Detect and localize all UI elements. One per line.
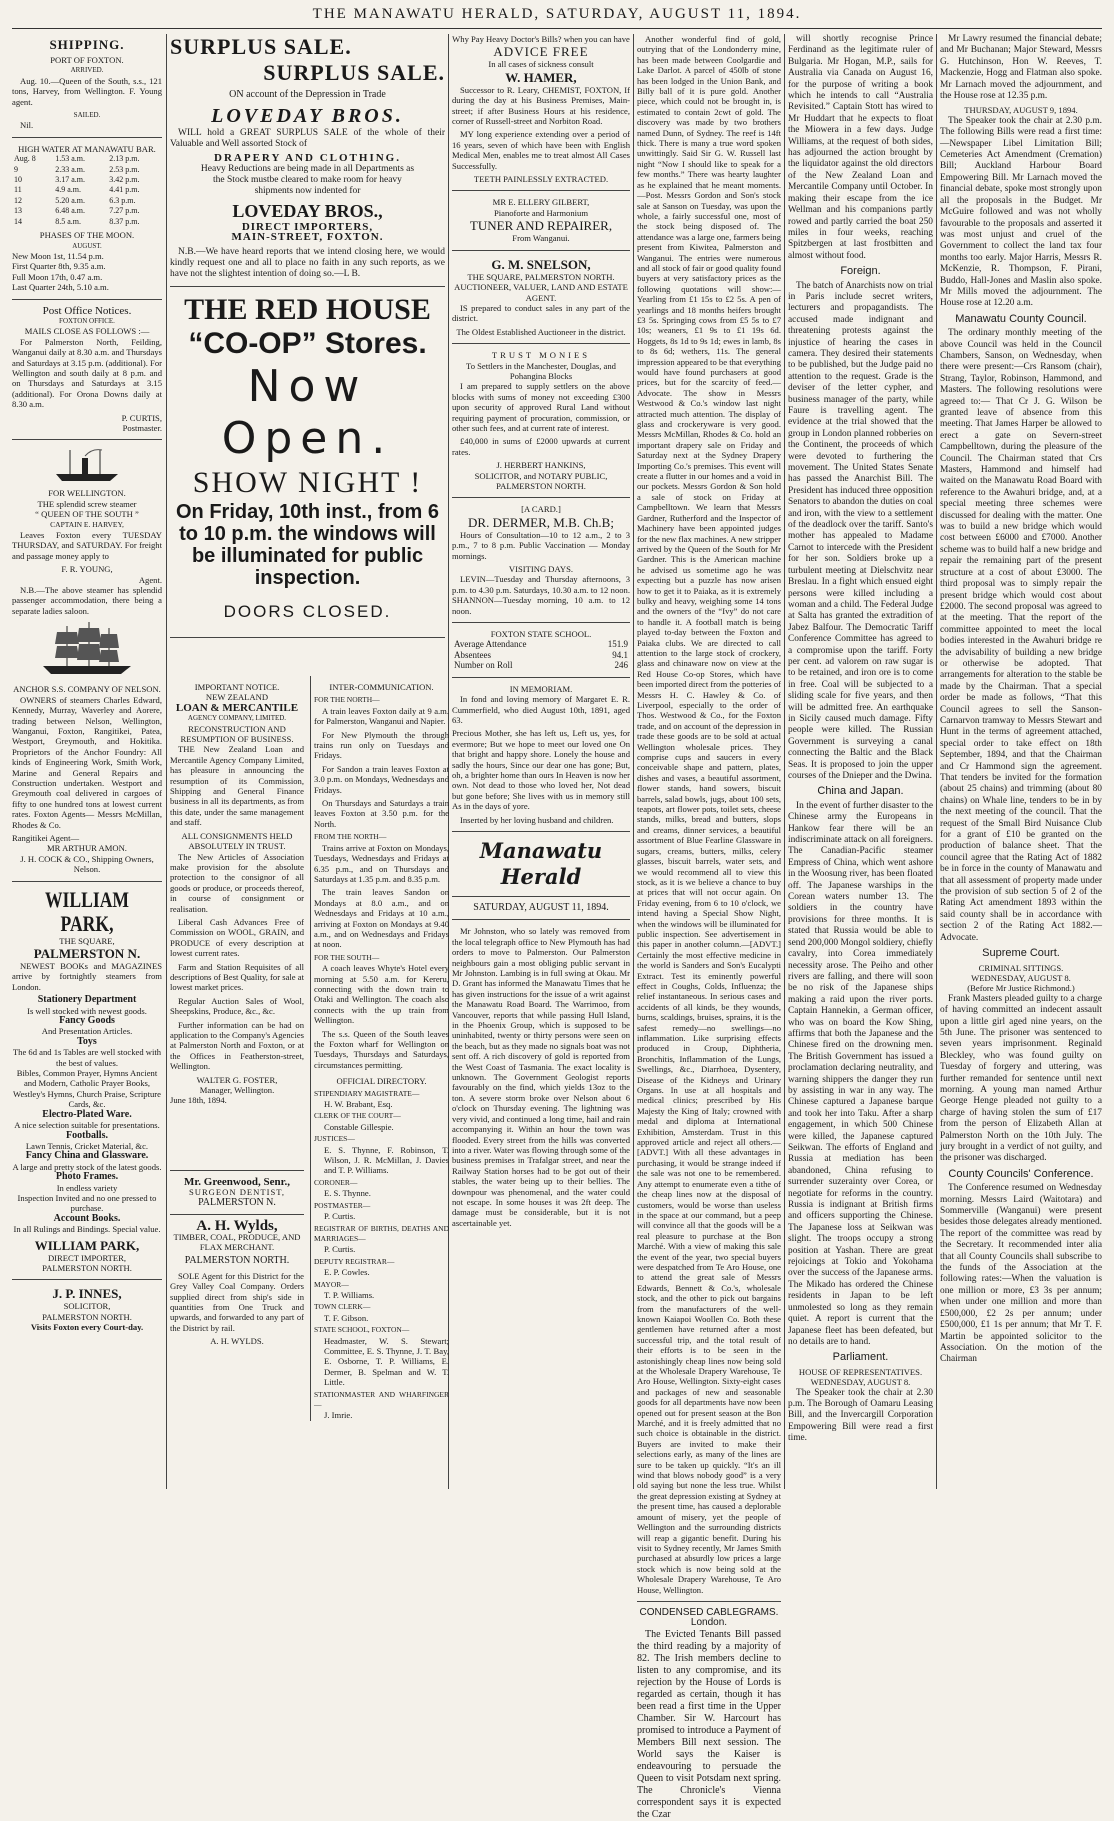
tide-row: [12, 217, 162, 227]
masthead: THE MANAWATU HERALD, SATURDAY, AUGUST 11, 1894.: [312, 6, 802, 22]
official-name: P. Curtis.: [324, 1211, 356, 1222]
tide-cell: 8.5 a.m.: [55, 216, 81, 226]
county-council-text: The ordinary monthly meeting of the above Council was held in the Council Chambers, Sanson, on Wednesday, when there were present:—Crs Ransom (chair), Strang, Taylor, Robinson, Hammond, and Masters. The following resolutions were agreed to:— That Cr J. G. Wilson be granted leave of absence from this meeting. That James Harper be allowed to erect a gate on Severn-street Campbelltown, during the pleasure of the Council. The Chairman stated that Crs Masters, Hammond and himself had waited on the Manawatu Road Board with reference to the Awahuri bridge, and, at a special meeting three schemes were discussed for dealing with the matter. One was to build a new bridge which would cost between £6000 and £7000. Another scheme was to build half a new bridge and repair the remaining part of the present structure at a cost of about £3000. The third proposal was to simply repair the present bridge which would cost about £2000. The second proposal was agreed to at the meeting. That the report of the committee appointed to meet the local bodies interested in the Awahuri bridge re the advisability of building a new bridge or otherwise be adopted. That arrangements for alteration to the stable be made by the Chairman. That a special order be made as follows, “That this Council agrees to sell the Sanson-Carnarvon tramway to Messrs Stewart and Hunt in the terms of agreement attached, special order to take effect on 18th September, 1894, and that the Chairman and Cr Hammond sign the agreement. That tenders be invited for the formation (about 25 chains) and trimming (about 80 chains) on Whale line, tenders to be in by the next meeting of the council. That the request of the Small Bird Nuisance Club for a grant of £10 be granted on the production of balance sheet. That the council agree that the Rating Act of 1882 be in force in the county of Manawatu and that all assessment of property made under the provision of sub section 5 of 2 of the Rating Act amendment 1893 within the said county shall be in accordance with section 2 of the Rating Act 1882.—Advocate.: [940, 328, 1102, 943]
house-title: HOUSE OF REPRESENTATIVES.: [798, 1366, 923, 1377]
divider: [12, 1279, 162, 1280]
tide-table: [12, 154, 162, 227]
dentist-ad: [170, 1164, 304, 1347]
hamer-title: W. HAMER,: [505, 69, 577, 85]
inter-item: A train leaves Foxton daily at 9 a.m. for Palmerston, Wanganui and Napier.: [314, 705, 449, 727]
tide-cell: Aug. 8: [14, 154, 36, 164]
farm-text: Farm and Station Requisites of all descriptions of Best Quality, for sale at lowest market prices.: [170, 961, 304, 993]
william-park-item-text: In endless variety: [56, 1182, 118, 1193]
foster-name: WALTER G. FOSTER,: [196, 1074, 278, 1085]
auctioneer-line: AUCTIONEER, VALUER, LAND AND ESTATE AGENT.: [454, 282, 628, 303]
dermer-title: DR. DERMER, M.B. Ch.B;: [468, 514, 614, 530]
arrived-text: Aug. 10.—Queen of the South, s.s., 121 tons, Harvey, from Wellington. F. Young agent.: [12, 75, 162, 107]
divider: [170, 1170, 304, 1171]
memoriam-sign: Inserted by her loving husband and children.: [460, 814, 614, 825]
friday-notice: On Friday, 10th inst., from 6 to 10 p.m. the windows will be illuminated for public inspection.: [175, 500, 439, 589]
inter-list: [314, 695, 449, 1070]
consignments-line: ALL CONSIGNMENTS HELD ABSOLUTELY IN TRUST.: [181, 830, 293, 852]
agency-line: AGENCY COMPANY, LIMITED.: [187, 714, 287, 723]
tide-cell: 4.9 a.m.: [55, 185, 81, 195]
hankins-sub: SOLICITOR, and NOTARY PUBLIC, PALMERSTON NORTH.: [474, 470, 608, 491]
postmaster-name: P. CURTIS,: [121, 412, 162, 423]
official-name: T. P. Williams.: [324, 1289, 375, 1300]
william-park-town: PALMERSTON N.: [33, 946, 141, 961]
william-park-title: WILLIAM PARK,: [44, 886, 130, 936]
visiting-title: VISITING DAYS.: [508, 564, 574, 575]
official-role: DEPUTY REGISTRAR—: [314, 1256, 395, 1266]
inter-item: The train leaves Sandon on Mondays at 8.0 a.m., and on Wednesdays and Fridays at 10 a.m., arriving at Foxton on Mondays at 9.40 a.m., and on Wednesdays and Fridays at noon.: [314, 887, 449, 950]
snelson-title: G. M. SNELSON,: [491, 256, 591, 272]
steamer-icon: [52, 446, 122, 484]
regular-text: Regular Auction Sales of Wool, Sheepskins, Produce, &c., &c.: [170, 995, 304, 1017]
mails-title: MAILS CLOSE AS FOLLOWS :—: [24, 326, 150, 337]
wylds-text: SOLE Agent for this District for the Grey Valley Coal Company. Orders supplied direct from ship's side in quantities from One Truck and upwards, and forwarded to any part of the District by rail.: [170, 1270, 304, 1333]
innes-title: J. P. INNES,: [52, 1286, 122, 1302]
further-text: Further information can be had on application to the Company's Agencies at Palmerston North and Foxton, or at the Offices in Featherston-street, Wellington.: [170, 1019, 304, 1072]
news-text: will shortly recognise Prince Ferdinand as the legitimate ruler of Bulgaria. Mr Hogan, M.P., sails for Australia via Canada on August 16, for the purpose of writing a book which he intends to call “Australia Revisited.” Captain Stott has wired to Mr Huddart that he expects to float the Miowera in a few days. Judge Williams, at the request of both sides, has adjourned the action brought by the liquidator against the old directors of the New Zealand Loan and Mercantile Company until October. In making their escape from the ice Wellman and his companions partly rowed and partly carried the boat 250 miles in four weeks, reaching Spitzbergen at last frostbitten and almost without food.: [788, 34, 933, 261]
inter-communication: [310, 676, 449, 1421]
sailed-text: Nil.: [20, 120, 34, 131]
articles-text: The New Articles of Association make provision for the absolute protection to the consignor of all goods or produce, or proceeds thereof, in course of consignment or realisation.: [170, 851, 304, 914]
william-park-item-heading: Stationery Department: [37, 994, 137, 1006]
wellington-title: FOR WELLINGTON.: [48, 488, 126, 499]
trust-monies-text: I am prepared to supply settlers on the above blocks with sums of money not exceeding £300 upon security of approved Rural Land without requiring payment of procuration, commission, or other such fees, and at current rate of interest.: [452, 381, 630, 433]
wellington-sub: THE splendid screw steamer: [37, 498, 137, 509]
william-park-square: THE SQUARE,: [59, 935, 115, 946]
county-council-title: Manawatu County Council.: [955, 312, 1087, 325]
william-park-item-text: Inspection Invited and no one pressed to purchase.: [17, 1192, 157, 1214]
divider: [452, 622, 630, 623]
red-house-heading: THE RED HOUSE: [184, 292, 431, 326]
nz-line: NEW ZEALAND: [205, 692, 269, 703]
foreign-title: Foreign.: [840, 265, 881, 278]
school-table: [452, 639, 630, 670]
loan-heading: LOAN & MERCANTILE: [175, 701, 299, 714]
tide-cell: 3.42 p.m.: [109, 175, 140, 185]
william-park-item-heading: Photo Frames.: [55, 1171, 119, 1183]
cablegrams-title: CONDENSED CABLEGRAMS.: [639, 1606, 779, 1618]
foreign-text: The batch of Anarchists now on trial in Paris include secret writers, lecturers and propagandists. The accused made indignant and threatening protests against the injustice of hearing the cases in camera. They desired their statements to be published, but the Judge paid no attention to the request. Grade is the deviser of the letter cypher, and business manager of the party, while Faure is travelling agent. The evidence at the trial showed that the group in London planned robberies on the Continent, the proceeds of which were devoted to furthering the movement. The United States Senate has passed the Anarchist Bill. The President has induced three opposition Senators to abandon the duties on coal and iron, with the view to a settlement of the deadlock over the tariff. Santo's mother has appealed to Madame Carnot to intercede with the President for her son. Soldiers broke up a turbulent meeting at Dielschvitz near Breslau. In a fight which ensued eight persons were killed including a woman and a child. The Federal Judge at Salta has granted the extradition of Jabez Balfour. The Democratic Tariff Conference Committee has agreed to a compromise upon the tariff. Forty per cent. ad valorem on raw sugar is to be retained, and iron ore is to come in free. Coal will be subjected to a sliding scale for five years, and then will be admitted free. An earthquake in Sicily caused much damage. Fifty people were killed. The Russian Government is surveying a canal connecting the Baltic and the Black Seas. It is proposed to join the upper courses of the Dnieper and the Dwina.: [788, 280, 933, 781]
divider: [452, 831, 630, 832]
oldest-line: The Oldest Established Auctioneer in the district.: [456, 326, 626, 337]
tide-cell: 8.37 p.m.: [109, 216, 140, 226]
news-text: Another wonderful find of gold, outrying that of the Londonderry mine, has been made between Coolgardie and Lake Darlot. A parcel of 450lb of stone has been lodged in the Union Bank, and Billy ball of it is pure gold. Another piece, which could not be brought in, is estimated to contain 2cwt of gold. The discovery was made by two brothers named Dunn, of Sydney. The reef is 14ft thick. There is many a true word spoken unwittingly. Said Sir G. W. Russell last night “Now I should like to speak for a few months.” There was hearty laughter as he explained that he meant moments.—Post. Messrs Gordon and Son's stock sale at Sanson on Tuesday, was upon the whole, a fairly successful one, most of the stock being disposed of. The attendance was a large one, farmers being present from Kiwitea, Palmerston and Wanganui. The entries were numerous and all stock of fair or good quality found buyers at very satisfactory prices as the following quotations will show:— Yearling from £1 15s to £2 5s. A pen of yearlings and 18 months heifers brought £3 5s. Springing cows from £5 5s to £7 10s; weaners, £1 9s to £1 19s 6d. Hoggets, 8s 1d to 9s 1d; ewes in lamb, 8s to 8s 6d; wethers, 11s. The general impression appeared to be that everything would have found purchasers at good prices, but for the scarcity of feed.—Advocate. The show in Messrs Westwood & Co.'s window last night attracted much attention. The display of glass and crockeryware is very good. Messrs McMillan, Rhodes & Co. hold an important drapery sale on Friday and Saturday next at the Sydney Drapery Importing Co.'s premises. This event will create a flutter in our homes and a void in our pockets. Messrs Gordon & Son hold a sale of stock on Friday at Campbelltown. We learn that Messrs Gardner, Rutherford and the Inspector of Machinery have been appointed judges for the new flax machines. A new stripper arrived by the Queen of the South for Mr Gardner. This is the American machine he advised us sometime ago he was expecting but a puzzle has now arisen how to get it to Paiaka, as it is extremely bulky and heavy, weighing some 14 tons and the owners of the “Ivy” do not care to handle it. A football match is being played to-day between the Foxton and Paiaka clubs. We are directed to call attention to the large stock of crockery, glass and chinaware now on view at the Red House Co-op Stores, which have been imported direct from the potteries of Messrs H. C. Hawley & Co. of Liverpool, especially to the order of Thos. Westwood & Co., for the Foxton trade, and on account of the depression in trade these goods are to be sold at actual Wellington wholesale prices. They comprise cups and saucers in every conceivable shape and pattern, plates, dishes and vases, a beautiful assortment, flower stands, hand sowers, biscuit barrels, salad bowls, jugs, about 100 sets, teapots, art flower pots, toilet sets, cheese stands, milks, bread and butters, slops and creams, dinner services, a beautiful assortment of Blue Fearline Glassware in sugars, creams, butters, milks, celery glasses, biscuit barrels, water sets, and we would recommend all to view this stock, as it is we believe a chance to buy at prices that will not occur again. On Friday evening, from 6 to 10 o'clock, we intend having a Special Show Night, when the windows will be illuminated for public inspection. See advertisement in this paper in another column.—[ADVT.] Certainly the most effective medicine in the world is Sanders and Son's Eucalypti Extract. Test its eminently powerful effect in Coughs, Colds, Influenza; the relief instantaneous. In serious cases and accidents of all kinds, be they wounds, burns, scaldings, bruises, sprains, it is the safest remedy—no swellings—no inflammation. Like surprising effects produced in Croup, Diphtheria, Bronchitis, Inflammation of the Lungs, Swellings, &c., Diarrhoea, Dysentery, Disease of the Kidneys and Urinary Organs. In use at all hospitals and medical clinics; prescribed by His Majesty the King of Italy; crowned with medal and diploma at International Exhibition, Amsterdam. Trust in this approved article and reject all others.—[ADVT.] With all these advantages in purchasing, it would be strange indeed if the sale was not one to be remembered. Any attempt to enumerate even a tithe of the cheap lines now at the disposal of customers, would be worse than useless in the space at our command, but a peep will convince all that the goods will be a real pleasure to purchase at the Bon Marché. With a view of making this sale the event of the year, two special buyers were despatched from Te Aro House, one to attend the great sale of Messrs Edwards, Bennett & Co.'s, wholesale stock, and the other to pick out bargains from the manufacturers of the well-known Kaiapoi Woollen Co. Both these gentlemen have returned after a most successful trip, and the total result of their efforts is to be seen in the astonishingly cheap lines now being sold at the Wholesale Drapery Warehouse, Te Aro House, Wellington. Sixty-eight cases and packages of new and seasonable goods for all departments have now been opened out for present season at the Bon Marché, and it is freely admitted that no such choice is obtainable in the district. Buyers are invited to make their selections early, as many of the lines are sure to be taken up quickly. “It's an ill wind that blows nobody good” is a very old saying but none the less true. Whilst the great depression existing at Sydney at the present time, has caused a deplorable amount of misery, yet the people of Wellington and the surrounding districts will reap a gigantic benefit. During his visit to Sydney recently, Mr James Smith purchased at absurdly low prices a large stock which is now being sold at the Wholesale Drapery Warehouse, Te Aro House, Wellington.: [637, 34, 781, 1595]
tide-cell: 2.33 a.m.: [55, 164, 85, 174]
column-divider: [784, 34, 785, 1489]
william-park-list: [12, 995, 162, 1234]
divider: [452, 343, 630, 344]
court-judge: (Before Mr Justice Richmond.): [967, 983, 1075, 994]
school-title: FOXTON STATE SCHOOL.: [490, 629, 592, 640]
william-park-item-heading: Toys: [77, 1035, 97, 1047]
anchor-sign: J. H. COCK & CO., Shipping Owners, Nelson.: [20, 853, 154, 875]
gilbert-title: MR E. ELLERY GILBERT,: [492, 197, 590, 208]
wellington-text: Leaves Foxton every TUESDAY THURSDAY, and SATURDAY. For freight and passage money apply to: [12, 530, 162, 561]
official-name: Constable Gillespie.: [324, 1121, 394, 1132]
tide-cell: 9: [14, 164, 18, 174]
moon-list: [12, 251, 162, 293]
official-name: Headmaster, W. S. Stewart; Committee, E. S. Thynne, J. T. Bay, E. Osborne, T. P. Williams, E. Dermer, B. Spelman and W. T. Little.: [324, 1335, 449, 1388]
tide-cell: 4.41 p.m.: [109, 185, 140, 195]
moon-phase: First Quarter 8th, 9.35 a.m.: [12, 261, 106, 272]
hamer-text: Successor to R. Leary, CHEMIST, FOXTON, If during the day at his Business Premises, Main-street; if after Business Hours at his residence, corner of Russell-street and Norbiton Road.: [452, 84, 630, 127]
divider: [637, 1601, 781, 1602]
important-notice: IMPORTANT NOTICE.: [194, 682, 280, 692]
tuner-line: TUNER AND REPAIRER,: [469, 218, 613, 234]
conference-title: County Councils' Conference.: [948, 1167, 1094, 1180]
tide-cell: 6.48 a.m.: [55, 206, 85, 216]
tide-cell: 12: [14, 195, 22, 205]
masthead-rule: [12, 28, 1102, 29]
tide-cell: 1.53 a.m.: [55, 154, 85, 164]
william-park-item-text: In all Rulings and Bindings. Special value.: [13, 1224, 161, 1235]
depression-notice: ON account of the Depression in Trade: [229, 89, 386, 100]
william-park-item-text: The 6d and 1s Tables are well stocked with the best of values.: [12, 1047, 162, 1068]
column-2: [170, 34, 449, 1489]
auctioneer-text: IS prepared to conduct sales in any part of the district.: [452, 302, 630, 324]
tide-row: [12, 206, 162, 216]
william-park-item-text: Is well stocked with newest goods.: [27, 1005, 147, 1016]
memoriam-title: IN MEMORIAM.: [509, 683, 573, 694]
wylds-town: PALMERSTON NORTH.: [184, 1255, 290, 1267]
snelson-sub: THE SQUARE, PALMERSTON NORTH.: [467, 271, 615, 282]
parliament-title: Parliament.: [832, 1351, 889, 1364]
news-text: Mr Johnston, who so lately was removed from the local telegraph office to New Plymouth has had orders to move to Palmerston. Our Palmerston neighbours gain a most obliging public servant in Mr Johnston. Lambing is in full swing at Okau. Mr D. Grant has informed the Manawatu Times that he has given instructions for the issue of a writ against the Manawatu Road Board. The Warrimoo, from Vancouver, reports that while passing Hull Island, in the Phoenix Group, which is supposed to be uninhabited, twenty or thirty persons were seen on the beach, but as they made no signals boat was not sent off. A rich discovery of gold is reported from the West Coast of Tasmania. The exact locality is unknown. The Government Geologist reports favourably on the find, which yields 13oz to the ton. A severe storm broke over Nelson about 6 o'clock on Thursday evening. The lightning was very vivid, and continued a long time, hail and rain accompanying it. Within an hour the town was flooded. Every street from the hills was converted into a river. Water was flowing through some of the business premises in Trafalgar street, and near the Railway Station horses had to be got out of their stables, the water being up to their bellies. The downpour was phenomenal, and the water could not escape. In some houses it was 2ft deep. The damage must be considerable, but it is not ascertainable yet.: [452, 926, 630, 1228]
inter-item: For New Plymouth the through trains run only on Tuesdays and Fridays.: [314, 729, 449, 761]
news-text: Mr Lawry resumed the financial debate; and Mr Buchanan; Major Steward, Messrs G. Hutchinson, Hon W. Reeves, T. Mackenzie, Hogg and Flatman also spoke. Mr Larnach moved the adjournment, and the House rose at 12.35 p.m.: [940, 34, 1102, 102]
official-role: POSTMASTER—: [314, 1200, 371, 1210]
post-office-title: Post Office Notices.: [42, 304, 132, 317]
official-role: MAYOR—: [314, 1279, 349, 1289]
wellington-nb: N.B.—The above steamer has splendid passenger accommodation, there being a separate ladies saloon.: [12, 585, 162, 616]
william-park-intro: NEWEST BOOKs and MAGAZINES arrive by fortnightly steamers from London.: [12, 961, 162, 992]
william-park-item-text: Bibles, Common Prayer, Hymns Ancient and Modern, Catholic Prayer Books, Westley's Hymns, Church Praise, Scripture Cards, &c.: [13, 1068, 161, 1110]
dermer-text: Hours of Consultation—10 to 12 a.m., 2 to 3 p.m., 7 to 8 p.m. Public Vaccination — Monday mornings.: [452, 529, 630, 561]
tide-cell: 14: [14, 216, 22, 226]
court-date: WEDNESDAY, AUGUST 8.: [971, 972, 1071, 983]
innes-sub: SOLICITOR,: [63, 1301, 111, 1312]
official-name: T. F. Gibson.: [324, 1312, 369, 1323]
divider: [452, 250, 630, 251]
william-park-item-text: A nice selection suitable for presentations.: [14, 1120, 160, 1131]
arrived-label: ARRIVED.: [70, 66, 104, 75]
tide-row: [12, 165, 162, 175]
gilbert-sub: Pianoforte and Harmonium: [493, 207, 589, 218]
tuner-from: From Wanganui.: [512, 233, 570, 244]
inter-section-heading: FOR THE SOUTH—: [314, 952, 380, 962]
visiting-text: LEVIN—Tuesday and Thursday afternoons, 3 p.m. to 4.30 p.m. Saturdays, 10.30 a.m. to 12 noon. SHANNON—Tuesday morning, 10 a.m. to 12 noon.: [452, 574, 630, 616]
inter-title: INTER-COMMUNICATION.: [329, 682, 434, 692]
inter-item: On Thursdays and Saturdays a train leaves Foxton at 3.50 p.m. for the North.: [314, 798, 449, 829]
moon-title: PHASES OF THE MOON.: [39, 230, 135, 241]
official-name: J. Imrie.: [324, 1410, 353, 1421]
anchor-text: OWNERS of steamers Charles Edward, Kennedy, Murray, Waverley and Aorere, trading between Nelson, Wellington, Wanganui, Foxton, Rangitikei, Patea, Westport, Greymouth, and Hokitika. Proprietors of the Anchor Foundry: All kinds of Engineering Work, Smith Work, Marine and General Repairs and Construction undertaken. Westport and Greymouth coal delivered in cargoes of fifty to one hundred tons at lowest current rates. Foxton Agents— Messrs McMillan, Rhodes & Co.: [12, 694, 162, 830]
innes-town: PALMERSTON NORTH.: [42, 1311, 132, 1322]
innes-text: Visits Foxton every Court-day.: [30, 1322, 144, 1333]
school-label: Number on Roll: [454, 660, 513, 671]
official-name: E. P. Cowles.: [324, 1267, 370, 1278]
william-park-item-heading: Fancy Goods: [59, 1015, 115, 1027]
wylds-trade: TIMBER, COAL, PRODUCE, AND FLAX MERCHANT.: [173, 1231, 301, 1253]
divider: [12, 439, 162, 440]
parliament-text: The Speaker took the chair at 2.30 p.m. The following Bills were read a first time:—Newspaper Libel Limitation Bill; Cemeteries Act Amendment (Cremation) Bill; Auckland Harbour Board Empowering Bill. Mr Larnach moved the financial debate, spoke most strongly upon all the proposals in the Budget. Mr McGuire followed and was not wholly favourable to the proposals and asserted it was most unjust and cruel of the Government to collect the land tax four months too early. Major Harris, Messrs R. McKenzie, R. Thompson, F. Pirani, Buddo, Hall-Jones and Maslin also spoke. Mr Mills moved the adjournment. The House rose at 12.20 a.m.: [940, 115, 1102, 309]
tide-cell: 2.13 p.m.: [109, 154, 140, 164]
greenwood-title: Mr. Greenwood, Senr.,: [184, 1176, 290, 1188]
court-text: Frank Masters pleaded guilty to a charge of having committed an indecent assault upon a little girl aged nine years, on the 5th June. The prisoner was sentenced to seven years imprisonment. Reginald Bleckley, who was found guilty on Tuesday of forgery and uttering, was further remanded for sentence until next morning. A young man named Arthur George Henge pleaded not guilty to a charge of having stolen the sum of £17 from the person of Elizabeth Allan at Palmerston North on the 10th July. The jury brought in a verdict of not guilty, and the prisoner was discharged.: [940, 993, 1102, 1164]
importers-line: DIRECT IMPORTERS,: [241, 220, 374, 233]
william-park-item-text: A large and pretty stock of the latest goods.: [12, 1161, 162, 1172]
tide-row: [12, 154, 162, 164]
official-name: P. Curtis.: [324, 1244, 356, 1255]
foster-title: Manager, Wellington.: [199, 1085, 275, 1096]
loan-text: THE New Zealand Loan and Mercantile Agency Company Limited, has pleasure in announcing the resumption of its Commission, Shipping and General Finance business in all its departments, as from this date, under the same management and staff.: [170, 744, 304, 828]
divider: [170, 286, 445, 287]
wylds-sign: A. H. WYLDS.: [210, 1336, 264, 1347]
william-park-item-heading: Account Books.: [53, 1212, 121, 1224]
surplus-sale-heading: SURPLUS SALE.: [170, 34, 352, 59]
wylds-title: A. H. Wylds,: [196, 1218, 278, 1235]
advice-free: ADVICE FREE: [493, 44, 589, 60]
now-open-heading: Now Open.: [221, 360, 394, 464]
school-row: [452, 650, 630, 660]
william-park-item-text: Lawn Tennis, Cricket Material, &c.: [25, 1140, 149, 1151]
inter-item: Trains arrive at Foxton on Mondays, Tuesdays, Wednesdays and Fridays at 6.35 p.m., and on Thursdays and Saturdays at 1.35 p.m. and 8.35 p.m.: [314, 842, 449, 884]
co-op-heading: “CO-OP” Stores.: [188, 326, 427, 360]
tide-cell: 5.20 a.m.: [55, 195, 85, 205]
wellington-agent: F. R. YOUNG,: [61, 564, 113, 575]
tide-cell: 7.27 p.m.: [109, 206, 140, 216]
official-role: STATE SCHOOL, FOXTON—: [314, 1325, 410, 1335]
doors-closed: DOORS CLOSED.: [223, 601, 392, 621]
loveday-heading-2: LOVEDAY BROS.,: [232, 200, 383, 221]
why-pay-text: Why Pay Heavy Doctor's Bills? when you can have: [452, 34, 630, 44]
divider: [452, 497, 630, 498]
divider: [452, 190, 630, 191]
moon-phase: Full Moon 17th, 0.47 a.m.: [12, 271, 103, 282]
inter-item: A coach leaves Whyte's Hotel every morning at 5.50 a.m. for Kereru, connecting with the down train to Otaki and Wellington. The coach also connects with the up train from Wellington.: [314, 963, 449, 1026]
shipping-title: SHIPPING.: [49, 37, 125, 52]
official-name: E. S. Thynne, F. Robinson, T. Wilson, J. R. McMillan, J. Davies and T. P. Williams.: [324, 1144, 449, 1176]
memoriam-poem: Precious Mother, she has left us, Left us, yes, for evermore; But we hope to meet our loved one On that bright and happy shore. Lonely the house and sadly the hours, Since our dear one has gone; But, oh, a brighter home than ours In Heaven is now her own. Not dead to those who loved her, Not dead but gone before; She lives with us in memory still As in the days of yore.: [452, 728, 630, 812]
loan-mercantile-ad: [170, 676, 304, 1106]
surplus-sale-heading-2: SURPLUS SALE.: [263, 60, 445, 85]
column-3: [452, 34, 630, 1489]
school-value: 151.9: [607, 639, 628, 650]
closing-notice: N.B.—We have heard reports that we intend closing here, we would kindly request one and all to place no faith in any such reports, as we have not the slightest intention of doing so.—L B.: [170, 246, 445, 279]
william-park-sign3: PALMERSTON NORTH.: [42, 1262, 132, 1273]
column-divider: [633, 34, 634, 1489]
tide-cell: 3.17 a.m.: [55, 175, 85, 185]
sailing-ship-icon: [37, 620, 137, 680]
reductions-text: Heavy Reductions are being made in all Departments as the Stock mustbe cleared to make room for heavy shipments now indented for: [200, 163, 415, 196]
london-title: London.: [690, 1617, 728, 1629]
anchor-rangitikei: Rangitikei Agent—: [12, 832, 80, 843]
postmaster-title: Postmaster.: [122, 423, 162, 433]
official-name: H. W. Brabant, Esq.: [324, 1099, 393, 1110]
thursday-date: THURSDAY, AUGUST 9, 1894.: [964, 105, 1078, 116]
tide-row: [12, 175, 162, 185]
tide-row: [12, 196, 162, 206]
moon-phase: New Moon 1st, 11.54 p.m.: [12, 250, 104, 261]
memoriam-text: In fond and loving memory of Margaret E. R. Cummerfield, who died August 10th, 1891, aged 63.: [452, 694, 630, 725]
reconstruction-line: RECONSTRUCTION AND RESUMPTION OF BUSINESS.: [180, 723, 294, 745]
liberal-text: Liberal Cash Advances Free of Commission on WOOL, GRAIN, and PRODUCE of every description at lowest current rates.: [170, 916, 304, 959]
anchor-agent: MR ARTHUR AMON.: [47, 843, 127, 854]
official-role: CORONER—: [314, 1177, 358, 1187]
in-all-cases: In all cases of sickness consult: [488, 59, 594, 70]
moon-phase: Last Quarter 24th, 5.10 a.m.: [12, 282, 109, 293]
trust-monies-text-2: £40,000 in sums of £2000 upwards at current rates.: [452, 436, 630, 457]
school-label: Absentees: [454, 649, 491, 660]
divider: [12, 299, 162, 300]
divider: [12, 881, 162, 882]
official-name: E. S. Thynne.: [324, 1188, 371, 1199]
card-label: [A CARD.]: [521, 504, 561, 515]
post-office-sub: FOXTON OFFICE.: [59, 316, 115, 325]
william-park-item-heading: Fancy China and Glassware.: [25, 1150, 149, 1162]
official-role: JUSTICES—: [314, 1134, 355, 1144]
tide-cell: 10: [14, 175, 22, 185]
william-park-item-heading: Footballs.: [66, 1129, 108, 1141]
tide-cell: 6.3 p.m.: [109, 195, 136, 205]
main-street-line: MAIN-STREET, FOXTON.: [231, 231, 384, 244]
tide-cell: 2.53 p.m.: [109, 164, 140, 174]
divider: [452, 919, 630, 920]
official-list: [314, 1089, 449, 1421]
hamer-experience: MY long experience extending over a period of 16 years, seven of which have been with English Medical Men, enables me to treat almost All Cases Successfully.: [452, 129, 630, 171]
anchor-title: ANCHOR S.S. COMPANY OF NELSON.: [13, 684, 161, 695]
william-park-sign: WILLIAM PARK,: [34, 1237, 140, 1253]
inter-section-heading: FOR THE NORTH—: [314, 695, 380, 705]
divider: [170, 637, 445, 638]
school-value: 94.1: [612, 649, 628, 660]
wellington-captain: CAPTAIN E. HARVEY,: [50, 519, 124, 529]
official-title: OFFICIAL DIRECTORY.: [336, 1076, 427, 1087]
official-role: STATIONMASTER AND WHARFINGER—: [314, 1389, 449, 1409]
wellington-agent-title: Agent.: [138, 574, 162, 585]
divider: [452, 677, 630, 678]
foster-date: June 18th, 1894.: [170, 1095, 227, 1106]
school-row: [452, 639, 630, 649]
school-label: Average Attendance: [454, 639, 527, 650]
official-role: TOWN CLERK—: [314, 1302, 371, 1312]
cablegrams-text: The Evicted Tenants Bill passed the third reading by a majority of 82. The Irish members decline to listen to any compromise, and its rejection by the House of Lords is regarded as certain, though it has been read a first time in the Upper Chamber. Sir W. Harcourt has promised to introduce a Payment of Members Bill next session. The World says the Kaiser is endeavouring to persuade the Queen to visit Potsdam next spring. The Chronicle's Vienna correspondent says it is expected the Czar: [637, 1628, 781, 1820]
tide-title: HIGH WATER AT MANAWATU BAR.: [18, 143, 156, 154]
parliament-text: The Speaker took the chair at 2.30 p.m. The Borough of Oamaru Leasing Bill, and the Invercargill Corporation Empowering Bill were read a first time.: [788, 1387, 933, 1444]
china-japan-text: In the event of further disaster to the Chinese army the Europeans in Hankow fear there will be an indiscriminate attack on all foreigners. The Canadian-Pacific steamer Empress of China, which went ashore in the Woosung river, has been floated off. The Japanese warships in the Corean waters number 13. The soldiers in the country have provisions for three months. It is stated that Russia would be able to send 200,000 Mongol soldiery, chiefly cavalry, into Corea immediately necessity arose. The Peiho and other rivers are falling, and there will soon be no risk of the Japanese ships making a raid upon the river ports. Captain Hannekin, a German officer, who was on board the Kow Shing, affirms that both the Japanese and the Chinese fired on the drowning men. The British Government has issued a proclamation declaring neutrality, and warning shippers the danger they run by assisting in war in any way. The Chinese captured a Japanese barque and took her into Taku. After a sharp engagement, in which 500 Chinese were killed, the Japanese captured Seikwan. The efforts of England and Russia at mediation has been abandoned, China refusing to surrender suzerainty over Corea, or negotiate for reforms in the country. Russia is indignant at British firms and officers supporting the Chinese. The Japanese loss at Seikwan was slight. The troops occupy a strong position at Yashan. There are great rejoicings at Tokio and Yokohama over the success of the Japanese arms. The Mikado has ordered the Chinese residents in Japan to be left unmolested so long as they remain quiet. A report is current that the Japanese fleet has been defeated, but no details are to hand.: [788, 800, 933, 1347]
show-night-heading: SHOW NIGHT !: [192, 465, 423, 499]
column-divider: [166, 34, 167, 1489]
herald-date: SATURDAY, AUGUST 11, 1894.: [473, 901, 609, 913]
inter-section-heading: FROM THE NORTH—: [314, 832, 387, 842]
port-title: PORT OF FOXTON.: [50, 55, 124, 65]
column-4: [637, 34, 781, 1820]
mails-text: For Palmerston North, Feilding, Wanganui daily at 8.30 a.m. and Thursdays and Saturdays at 3.15 p.m. (additional). For Wellington and south daily at 8 p.m. and on Thursdays and Saturdays at 3.15 (additional). For Orona Downs daily at 8.30 a.m.: [12, 336, 162, 410]
greenwood-town: PALMERSTON N.: [198, 1196, 276, 1208]
herald-title: Manawatu Herald: [479, 837, 603, 889]
hankins-title: J. HERBERT HANKINS,: [496, 460, 586, 471]
loveday-heading: LOVEDAY BROS.: [211, 105, 404, 128]
column-divider: [936, 34, 937, 1489]
tide-row: [12, 185, 162, 195]
official-role: REGISTRAR OF BIRTHS, DEATHS AND MARRIAGES—: [314, 1223, 449, 1243]
sailed-label: SAILED.: [73, 111, 101, 120]
official-role: STIPENDIARY MAGISTRATE—: [314, 1088, 420, 1098]
school-row: [452, 660, 630, 670]
wednesday-date: WEDNESDAY, AUGUST 8.: [810, 1377, 911, 1388]
inter-item: For Sandon a train leaves Foxton at 3.0 p.m. on Mondays, Wednesdays and Fridays.: [314, 763, 449, 795]
tide-cell: 13: [14, 206, 22, 216]
trust-monies-title: TRUST MONIES: [491, 350, 591, 361]
drapery-heading: DRAPERY AND CLOTHING.: [214, 152, 401, 165]
conference-text: The Conference resumed on Wednesday morning. Messrs Laird (Waitotara) and Sommerville (Wanganui) were present besides those delegates already mentioned. The report of the committee was read by the Secretary. It recommended inter alia that all County Councils shall subscribe to the funds of the Association at the following rates:—When the valuation is one million or more, £3 3s per annum; when under one million and more than £500,000, £2 2s per annum; under £500,000, £1 1s per annum; that Mr T. F. Martin be appointed solicitor to the Association. On the motion of the Chairman: [940, 1183, 1102, 1365]
criminal-sittings: CRIMINAL SITTINGS.: [978, 962, 1064, 973]
william-park-item-heading: Electro-Plated Ware.: [42, 1108, 132, 1120]
official-role: CLERK OF THE COURT—: [314, 1111, 401, 1121]
divider: [452, 896, 630, 897]
will-hold-text: WILL hold a GREAT SURPLUS SALE of the whole of their Valuable and Well assorted Stock of: [170, 128, 445, 150]
greenwood-sub: SURGEON DENTIST,: [188, 1187, 286, 1198]
school-value: 246: [614, 660, 628, 671]
william-park-item-text: And Presentation Articles.: [41, 1026, 133, 1037]
column-1: [12, 34, 162, 1489]
china-japan-title: China and Japan.: [817, 785, 904, 798]
wellington-ship: “ QUEEN OF THE SOUTH ”: [35, 509, 139, 520]
tide-cell: 11: [14, 185, 22, 195]
column-5: [788, 34, 933, 1489]
column-6: [940, 34, 1102, 1489]
supreme-court-title: Supreme Court.: [982, 947, 1060, 960]
inter-item: The s.s. Queen of the South leaves the Foxton wharf for Wellington on Tuesdays, Thursdays and Saturdays, circumstances permitting.: [314, 1028, 449, 1070]
trust-monies-sub: To Settlers in the Manchester, Douglas, and Pohangina Blocks: [466, 360, 616, 381]
divider: [12, 137, 162, 138]
william-park-sign2: DIRECT IMPORTER,: [47, 1252, 127, 1263]
teeth-line: TEETH PAINLESSLY EXTRACTED.: [473, 174, 609, 185]
divider: [170, 1214, 304, 1215]
moon-month: AUGUST.: [72, 241, 102, 250]
